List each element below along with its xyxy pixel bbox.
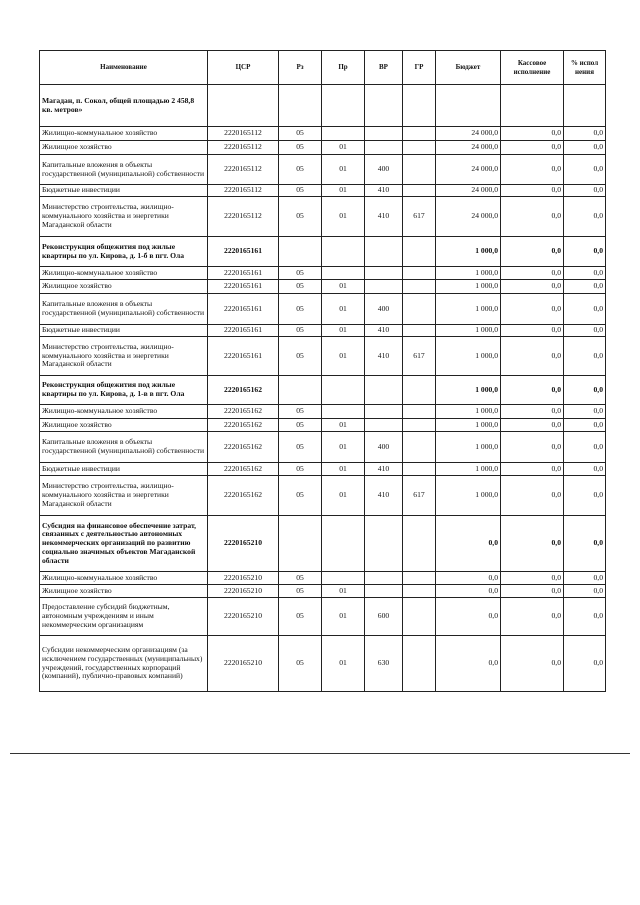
cell-rz [279,376,322,405]
cell-cash: 0,0 [501,127,564,141]
cell-vr: 410 [365,337,403,376]
cell-gr [403,267,436,280]
cell-cash: 0,0 [501,636,564,692]
cell-budget: 1 000,0 [436,294,501,325]
cell-csr: 2220165161 [208,267,279,280]
cell-budget: 24 000,0 [436,185,501,197]
cell-name: Министерство строительства, жилищно-коммунального хозяйства и энергетики Магаданской области [40,197,208,237]
cell-csr: 2220165210 [208,598,279,636]
cell-vr: 400 [365,155,403,185]
cell-pr: 01 [322,337,365,376]
cell-pr [322,516,365,572]
cell-csr [208,85,279,127]
header-rz: Рз [279,51,322,85]
cell-gr [403,294,436,325]
table-row [40,636,606,692]
cell-name: Капитальные вложения в объекты государственной (муниципальной) собственности [40,294,208,325]
cell-gr [403,598,436,636]
cell-gr [403,155,436,185]
cell-rz [279,85,322,127]
cell-name: Жилищное хозяйство [40,419,208,432]
cell-rz: 05 [279,598,322,636]
cell-csr: 2220165112 [208,197,279,237]
cell-name: Бюджетные инвестиции [40,463,208,476]
cell-pct: 0,0 [564,419,606,432]
cell-budget: 0,0 [436,585,501,598]
cell-csr: 2220165112 [208,141,279,155]
cell-budget [436,85,501,127]
cell-vr: 400 [365,294,403,325]
cell-budget: 0,0 [436,636,501,692]
cell-cash: 0,0 [501,432,564,463]
cell-gr [403,127,436,141]
cell-vr [365,405,403,419]
cell-vr [365,280,403,294]
cell-pr [322,376,365,405]
cell-pct: 0,0 [564,267,606,280]
cell-gr [403,185,436,197]
cell-csr: 2220165210 [208,516,279,572]
cell-cash: 0,0 [501,267,564,280]
cell-pct [564,85,606,127]
cell-budget: 0,0 [436,572,501,585]
cell-pct: 0,0 [564,585,606,598]
cell-pct: 0,0 [564,405,606,419]
cell-gr [403,516,436,572]
cell-pct: 0,0 [564,127,606,141]
budget-execution-table [39,50,606,692]
cell-gr [403,419,436,432]
cell-cash: 0,0 [501,405,564,419]
cell-pr: 01 [322,197,365,237]
cell-budget: 1 000,0 [436,476,501,516]
header-pr: Пр [322,51,365,85]
cell-vr: 410 [365,463,403,476]
header-vr: ВР [365,51,403,85]
cell-pct: 0,0 [564,237,606,267]
table-row [40,155,606,185]
table-row [40,463,606,476]
cell-cash: 0,0 [501,516,564,572]
table-row [40,325,606,337]
cell-pr: 01 [322,185,365,197]
cell-csr: 2220165161 [208,337,279,376]
cell-csr: 2220165161 [208,280,279,294]
cell-budget: 1 000,0 [436,463,501,476]
cell-name: Министерство строительства, жилищно-коммунального хозяйства и энергетики Магаданской области [40,337,208,376]
cell-cash: 0,0 [501,185,564,197]
cell-pr: 01 [322,419,365,432]
cell-pct: 0,0 [564,325,606,337]
cell-gr [403,85,436,127]
table-row [40,197,606,237]
cell-cash [501,85,564,127]
cell-name: Министерство строительства, жилищно-коммунального хозяйства и энергетики Магаданской области [40,476,208,516]
cell-vr: 630 [365,636,403,692]
cell-rz: 05 [279,197,322,237]
cell-name: Реконструкция общежития под жилые квартиры по ул. Кирова, д. 1-б в пгт. Ола [40,237,208,267]
cell-budget: 1 000,0 [436,237,501,267]
cell-vr [365,516,403,572]
cell-gr [403,237,436,267]
cell-pr: 01 [322,325,365,337]
cell-csr: 2220165162 [208,476,279,516]
cell-cash: 0,0 [501,572,564,585]
cell-vr: 410 [365,185,403,197]
cell-budget: 0,0 [436,598,501,636]
header-row [40,51,606,85]
cell-budget: 1 000,0 [436,280,501,294]
cell-cash: 0,0 [501,237,564,267]
cell-pct: 0,0 [564,572,606,585]
cell-csr: 2220165161 [208,294,279,325]
cell-csr: 2220165210 [208,636,279,692]
cell-pr [322,85,365,127]
cell-rz: 05 [279,572,322,585]
cell-gr [403,585,436,598]
cell-vr: 600 [365,598,403,636]
cell-csr: 2220165162 [208,419,279,432]
cell-gr: 617 [403,476,436,516]
cell-rz: 05 [279,280,322,294]
cell-pr: 01 [322,280,365,294]
cell-cash: 0,0 [501,337,564,376]
cell-name: Жилищно-коммунальное хозяйство [40,127,208,141]
cell-vr: 410 [365,325,403,337]
cell-gr [403,432,436,463]
cell-pr [322,405,365,419]
cell-pct: 0,0 [564,280,606,294]
cell-pr [322,267,365,280]
cell-vr [365,267,403,280]
table-row [40,572,606,585]
cell-gr [403,572,436,585]
cell-cash: 0,0 [501,325,564,337]
cell-name: Капитальные вложения в объекты государственной (муниципальной) собственности [40,432,208,463]
header-gr: ГР [403,51,436,85]
cell-vr [365,585,403,598]
cell-budget: 1 000,0 [436,337,501,376]
cell-pct: 0,0 [564,636,606,692]
header-pct: % испол нения [564,51,606,85]
cell-cash: 0,0 [501,197,564,237]
cell-name: Магадан, п. Сокол, общей площадью 2 458,8 кв. метров» [40,85,208,127]
cell-pct: 0,0 [564,294,606,325]
table-row [40,280,606,294]
cell-pr [322,237,365,267]
cell-csr: 2220165162 [208,463,279,476]
cell-vr [365,127,403,141]
cell-name: Бюджетные инвестиции [40,185,208,197]
cell-pr: 01 [322,141,365,155]
cell-pr: 01 [322,432,365,463]
cell-name: Капитальные вложения в объекты государственной (муниципальной) собственности [40,155,208,185]
cell-csr: 2220165210 [208,585,279,598]
cell-cash: 0,0 [501,419,564,432]
cell-rz: 05 [279,127,322,141]
cell-vr: 410 [365,197,403,237]
table-row [40,585,606,598]
table-row [40,85,606,127]
cell-pct: 0,0 [564,155,606,185]
cell-vr [365,572,403,585]
cell-pr: 01 [322,585,365,598]
table-row [40,476,606,516]
cell-gr [403,141,436,155]
cell-rz: 05 [279,267,322,280]
cell-pct: 0,0 [564,376,606,405]
table-row [40,432,606,463]
cell-name: Бюджетные инвестиции [40,325,208,337]
cell-csr: 2220165162 [208,432,279,463]
table-row [40,516,606,572]
cell-name: Предоставление субсидий бюджетным, автономным учреждениям и иным некоммерческим организациям [40,598,208,636]
cell-vr [365,237,403,267]
cell-cash: 0,0 [501,585,564,598]
cell-name: Жилищное хозяйство [40,585,208,598]
cell-rz: 05 [279,185,322,197]
cell-csr: 2220165162 [208,376,279,405]
cell-pr [322,127,365,141]
cell-cash: 0,0 [501,280,564,294]
cell-pct: 0,0 [564,141,606,155]
cell-pct: 0,0 [564,432,606,463]
cell-rz: 05 [279,405,322,419]
cell-csr: 2220165112 [208,155,279,185]
cell-gr [403,405,436,419]
cell-gr: 617 [403,337,436,376]
header-cash: Кассовое исполнение [501,51,564,85]
cell-pct: 0,0 [564,185,606,197]
cell-gr [403,280,436,294]
cell-rz: 05 [279,155,322,185]
cell-csr: 2220165161 [208,237,279,267]
cell-budget: 1 000,0 [436,376,501,405]
cell-budget: 1 000,0 [436,419,501,432]
cell-csr: 2220165210 [208,572,279,585]
cell-cash: 0,0 [501,598,564,636]
cell-rz: 05 [279,476,322,516]
cell-pr: 01 [322,476,365,516]
cell-budget: 0,0 [436,516,501,572]
table-row [40,237,606,267]
cell-rz [279,237,322,267]
table-row [40,267,606,280]
cell-name: Жилищное хозяйство [40,280,208,294]
cell-pr: 01 [322,636,365,692]
cell-pct: 0,0 [564,197,606,237]
cell-gr: 617 [403,197,436,237]
cell-vr [365,85,403,127]
cell-gr [403,325,436,337]
table-row [40,185,606,197]
cell-vr [365,419,403,432]
cell-rz: 05 [279,337,322,376]
table-row [40,337,606,376]
cell-name: Жилищно-коммунальное хозяйство [40,267,208,280]
table-row [40,376,606,405]
table-row [40,419,606,432]
header-budget: Бюджет [436,51,501,85]
table-row [40,598,606,636]
cell-cash: 0,0 [501,463,564,476]
cell-budget: 24 000,0 [436,127,501,141]
cell-rz: 05 [279,463,322,476]
cell-rz: 05 [279,432,322,463]
cell-pct: 0,0 [564,598,606,636]
cell-cash: 0,0 [501,155,564,185]
cell-name: Реконструкция общежития под жилые квартиры по ул. Кирова, д. 1-в в пгт. Ола [40,376,208,405]
cell-pr: 01 [322,598,365,636]
cell-vr [365,376,403,405]
cell-pct: 0,0 [564,516,606,572]
cell-rz: 05 [279,294,322,325]
cell-budget: 1 000,0 [436,405,501,419]
cell-budget: 24 000,0 [436,155,501,185]
cell-pr: 01 [322,155,365,185]
cell-name: Жилищное хозяйство [40,141,208,155]
cell-pct: 0,0 [564,337,606,376]
cell-rz: 05 [279,141,322,155]
cell-vr: 400 [365,432,403,463]
cell-rz [279,516,322,572]
cell-vr: 410 [365,476,403,516]
cell-gr [403,636,436,692]
cell-vr [365,141,403,155]
table-row [40,127,606,141]
cell-csr: 2220165161 [208,325,279,337]
cell-budget: 1 000,0 [436,432,501,463]
cell-gr [403,463,436,476]
cell-pr [322,572,365,585]
cell-csr: 2220165112 [208,185,279,197]
cell-cash: 0,0 [501,294,564,325]
cell-pr: 01 [322,294,365,325]
cell-rz: 05 [279,585,322,598]
table-row [40,405,606,419]
cell-name: Субсидия на финансовое обеспечение затрат, связанных с деятельностью автономных некоммерческих организаций по развитию социально значимых объектов Магаданской области [40,516,208,572]
cell-gr [403,376,436,405]
header-name: Наименование [40,51,208,85]
header-csr: ЦСР [208,51,279,85]
cell-name: Жилищно-коммунальное хозяйство [40,405,208,419]
cell-pct: 0,0 [564,476,606,516]
page-bottom-rule [10,753,630,754]
cell-rz: 05 [279,325,322,337]
cell-name: Жилищно-коммунальное хозяйство [40,572,208,585]
cell-budget: 1 000,0 [436,325,501,337]
cell-budget: 1 000,0 [436,267,501,280]
cell-csr: 2220165112 [208,127,279,141]
table-body [40,85,606,692]
table-row [40,294,606,325]
cell-pr: 01 [322,463,365,476]
cell-pct: 0,0 [564,463,606,476]
cell-name: Субсидии некоммерческим организациям (за исключением государственных (муниципальных) учреждений, государственных корпораций (компаний), публично-правовых компаний) [40,636,208,692]
cell-csr: 2220165162 [208,405,279,419]
cell-cash: 0,0 [501,141,564,155]
cell-cash: 0,0 [501,476,564,516]
cell-budget: 24 000,0 [436,141,501,155]
cell-rz: 05 [279,636,322,692]
cell-budget: 24 000,0 [436,197,501,237]
table-row [40,141,606,155]
cell-rz: 05 [279,419,322,432]
cell-cash: 0,0 [501,376,564,405]
